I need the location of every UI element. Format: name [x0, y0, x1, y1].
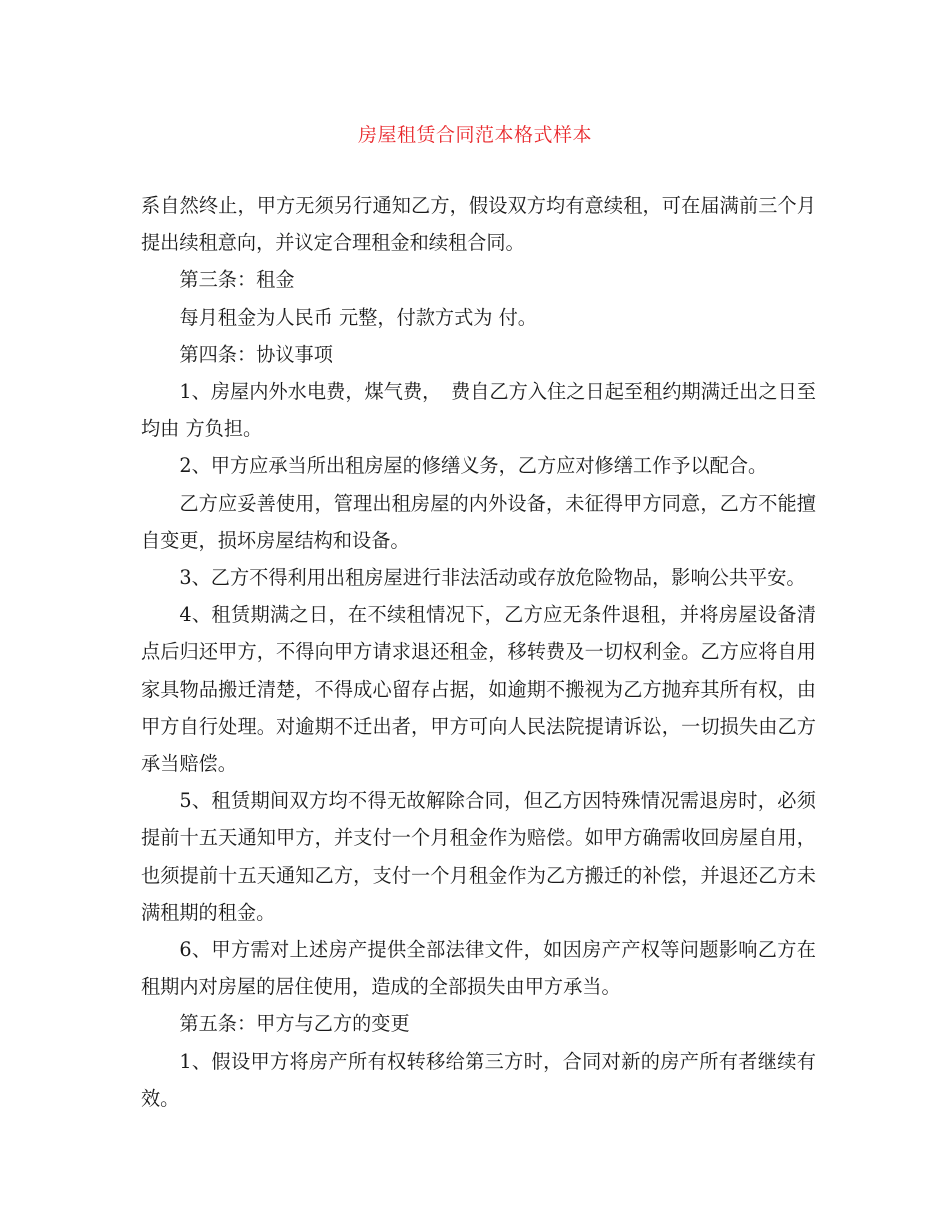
paragraph: 1、假设甲方将房产所有权转移给第三方时，合同对新的房产所有者继续有效。	[141, 1049, 816, 1110]
paragraph: 乙方应妥善使用，管理出租房屋的内外设备，未征得甲方同意，乙方不能擅自变更，损坏房屋结构和设备。	[141, 491, 816, 552]
paragraph: 5、租赁期间双方均不得无故解除合同，但乙方因特殊情况需退房时，必须提前十五天通知甲方，并支付一个月租金作为赔偿。如甲方确需收回房屋自用，也须提前十五天通知乙方，支付一个月租金作为乙方搬迁的补偿，并退还乙方未满租期的租金。	[141, 789, 816, 924]
section-heading-agreement: 第四条：协议事项	[179, 342, 333, 366]
paragraph: 1、房屋内外水电费，煤气费， 费自乙方入住之日起至租约期满迁出之日至均由 方负担。	[141, 380, 816, 441]
paragraph: 4、租赁期满之日，在不续租情况下，乙方应无条件退租，并将房屋设备清点后归还甲方，不得向甲方请求退还租金，移转费及一切权利金。乙方应将自用家具物品搬迁清楚，不得成心留存占据，如逾期不搬视为乙方抛弃其所有权，由甲方自行处理。对逾期不迁出者，甲方可向人民法院提请诉讼，一切损失由乙方承当赔偿。	[141, 603, 816, 776]
paragraph: 2、甲方应承当所出租房屋的修缮义务，乙方应对修缮工作予以配合。	[179, 454, 768, 478]
paragraph: 3、乙方不得利用出租房屋进行非法活动或存放危险物品，影响公共平安。	[179, 566, 806, 590]
paragraph: 系自然终止，甲方无须另行通知乙方，假设双方均有意续租，可在届满前三个月提出续租意向，并议定合理租金和续租合同。	[141, 194, 816, 255]
page-title: 房屋租赁合同范本格式样本	[357, 124, 592, 146]
section-heading-party-change: 第五条：甲方与乙方的变更	[179, 1012, 410, 1036]
section-heading-rent: 第三条：租金	[179, 268, 295, 292]
document-body	[141, 187, 816, 1117]
paragraph: 每月租金为人民币 元整，付款方式为 付。	[179, 305, 537, 329]
paragraph: 6、甲方需对上述房产提供全部法律文件，如因房产产权等问题影响乙方在租期内对房屋的居住使用，造成的全部损失由甲方承当。	[141, 938, 816, 999]
